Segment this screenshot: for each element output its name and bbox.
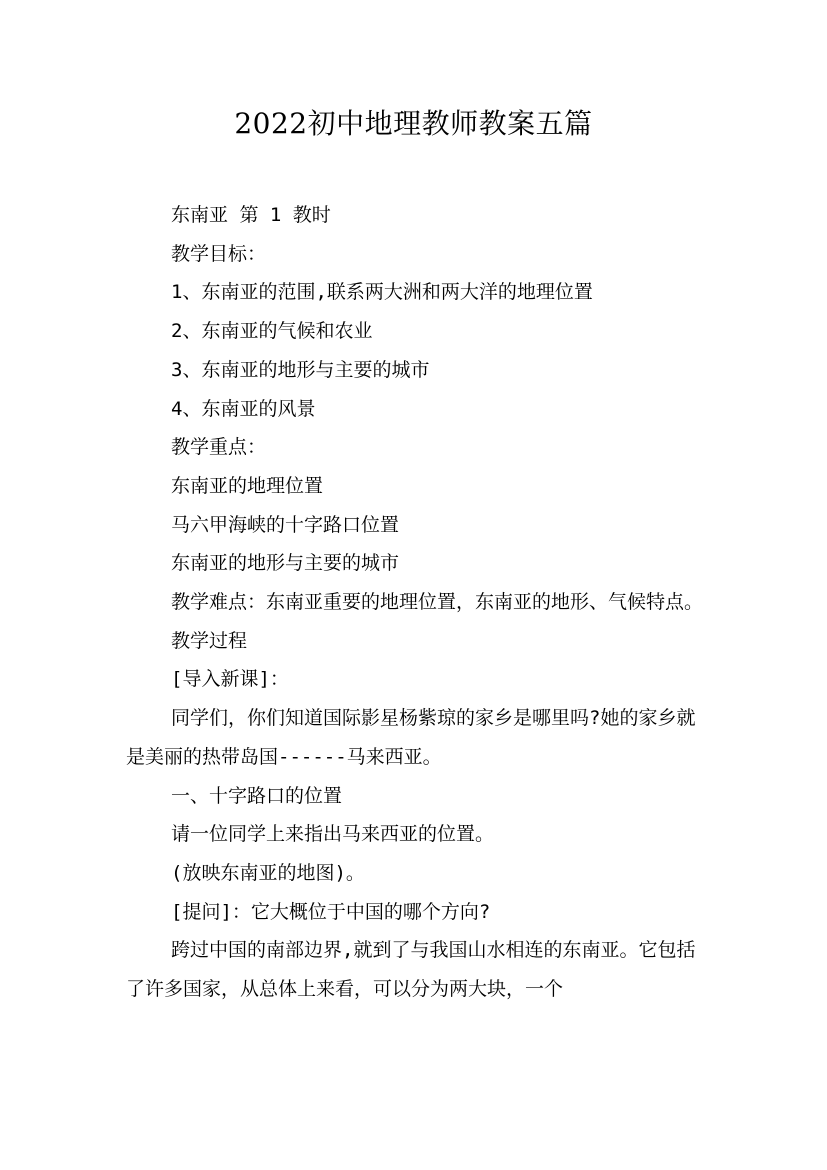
paragraph-map-note: (放映东南亚的地图)。 xyxy=(171,861,365,884)
paragraph-objectives-heading: 教学目标： xyxy=(171,242,267,265)
paragraph-activity: 请一位同学上来指出马来西亚的位置。 xyxy=(171,823,495,846)
paragraph-explanation: 跨过中国的南部边界,就到了与我国山水相连的东南亚。它包括了许多国家，从总体上来看，可以分为两大块，一个 xyxy=(126,939,696,1001)
paragraph-objective-1: 1、东南亚的范围,联系两大洲和两大洋的地理位置 xyxy=(171,281,593,304)
paragraph-key-point-1: 东南亚的地理位置 xyxy=(171,474,324,497)
paragraph-question: [提问]：它大概位于中国的哪个方向? xyxy=(171,900,491,923)
paragraph-lesson-heading: 东南亚 第 1 教时 xyxy=(171,204,331,226)
paragraph-intro-heading: [导入新课]： xyxy=(171,668,289,691)
paragraph-objective-4: 4、东南亚的风景 xyxy=(171,397,316,420)
document-title: 2022初中地理教师教案五篇 xyxy=(234,107,593,140)
paragraph-objective-2: 2、东南亚的气候和农业 xyxy=(171,320,373,343)
paragraph-key-point-2: 马六甲海峡的十字路口位置 xyxy=(171,513,400,536)
paragraph-key-point-3: 东南亚的地形与主要的城市 xyxy=(171,552,400,575)
paragraph-intro-text: 同学们，你们知道国际影星杨紫琼的家乡是哪里吗?她的家乡就是美丽的热带岛国------马来西亚。 xyxy=(126,707,696,768)
paragraph-difficulties: 教学难点：东南亚重要的地理位置，东南亚的地形、气候特点。 xyxy=(171,591,704,614)
paragraph-objective-3: 3、东南亚的地形与主要的城市 xyxy=(171,358,430,381)
paragraph-key-points-heading: 教学重点： xyxy=(171,436,267,459)
paragraph-process-heading: 教学过程 xyxy=(171,629,248,652)
paragraph-section-1-heading: 一、十字路口的位置 xyxy=(171,784,343,807)
document-body xyxy=(126,196,704,1009)
